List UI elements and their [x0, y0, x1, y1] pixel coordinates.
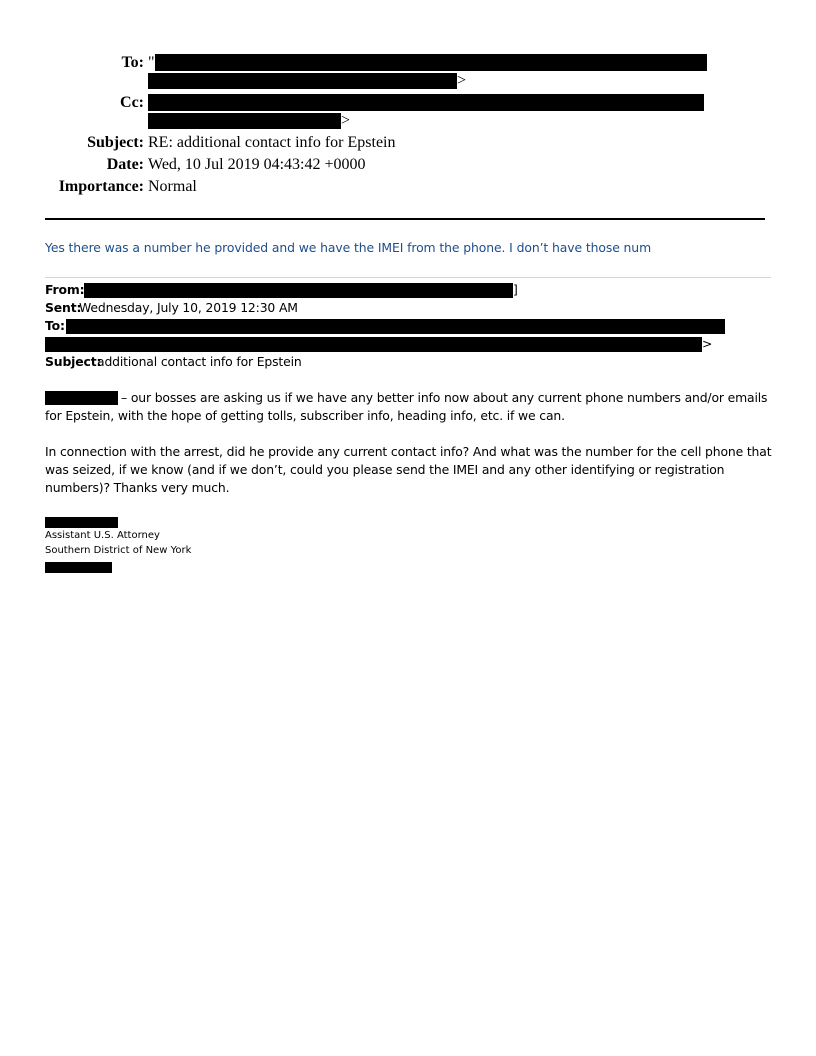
- para1-line2: for Epstein, with the hope of getting tolls, subscriber info, heading info, etc. if we can.: [45, 408, 565, 423]
- quoted-to-suffix: >: [702, 336, 713, 351]
- signature-title: Assistant U.S. Attorney: [45, 530, 160, 541]
- quoted-sent-label: Sent:: [45, 300, 82, 315]
- quoted-sent-value: Wednesday, July 10, 2019 12:30 AM: [79, 300, 298, 315]
- quoted-to-redaction-1: [66, 319, 725, 334]
- quoted-subject-value: additional contact info for Epstein: [97, 354, 302, 369]
- para2-line3: numbers)? Thanks very much.: [45, 480, 230, 495]
- subject-label: Subject:: [87, 134, 144, 151]
- importance-value: Normal: [148, 178, 197, 195]
- signature-name-redaction: [45, 517, 118, 528]
- cc-redaction-1: [148, 94, 704, 111]
- to-label: To:: [121, 54, 144, 71]
- reply-text: Yes there was a number he provided and we have the IMEI from the phone. I don’t have those num: [45, 240, 652, 255]
- to-redaction-1: [155, 54, 707, 71]
- cc-redaction-2: [148, 113, 341, 129]
- subject-value: RE: additional contact info for Epstein: [148, 134, 396, 151]
- quote-divider: [45, 277, 771, 278]
- quoted-to-label: To:: [45, 318, 65, 333]
- quoted-from-suffix: ]: [513, 282, 518, 297]
- quoted-from-label: From:: [45, 282, 85, 297]
- quoted-subject-label: Subject:: [45, 354, 102, 369]
- date-value: Wed, 10 Jul 2019 04:43:42 +0000: [148, 156, 366, 173]
- date-label: Date:: [106, 156, 144, 173]
- signature-contact-redaction: [45, 562, 112, 573]
- para2-line1: In connection with the arrest, did he provide any current contact info? And what was the number for the cell phone that: [45, 444, 772, 459]
- header-divider: [45, 218, 765, 220]
- to-prefix: ": [148, 54, 155, 71]
- cc-suffix: >: [341, 112, 351, 129]
- para1-line1: – our bosses are asking us if we have any better info now about any current phone numbers and/or emails: [121, 390, 768, 405]
- signature-office: Southern District of New York: [45, 545, 192, 556]
- para2-line2: was seized, if we know (and if we don’t, could you please send the IMEI and any other identifying or registration: [45, 462, 725, 477]
- header-block: [0, 0, 816, 200]
- cc-label: Cc:: [120, 94, 144, 111]
- quoted-from-redaction: [84, 283, 513, 298]
- quoted-to-redaction-2: [45, 337, 702, 352]
- to-suffix: >: [457, 72, 467, 89]
- to-redaction-2: [148, 73, 457, 89]
- importance-label: Importance:: [58, 178, 144, 195]
- addressee-redaction: [45, 391, 118, 405]
